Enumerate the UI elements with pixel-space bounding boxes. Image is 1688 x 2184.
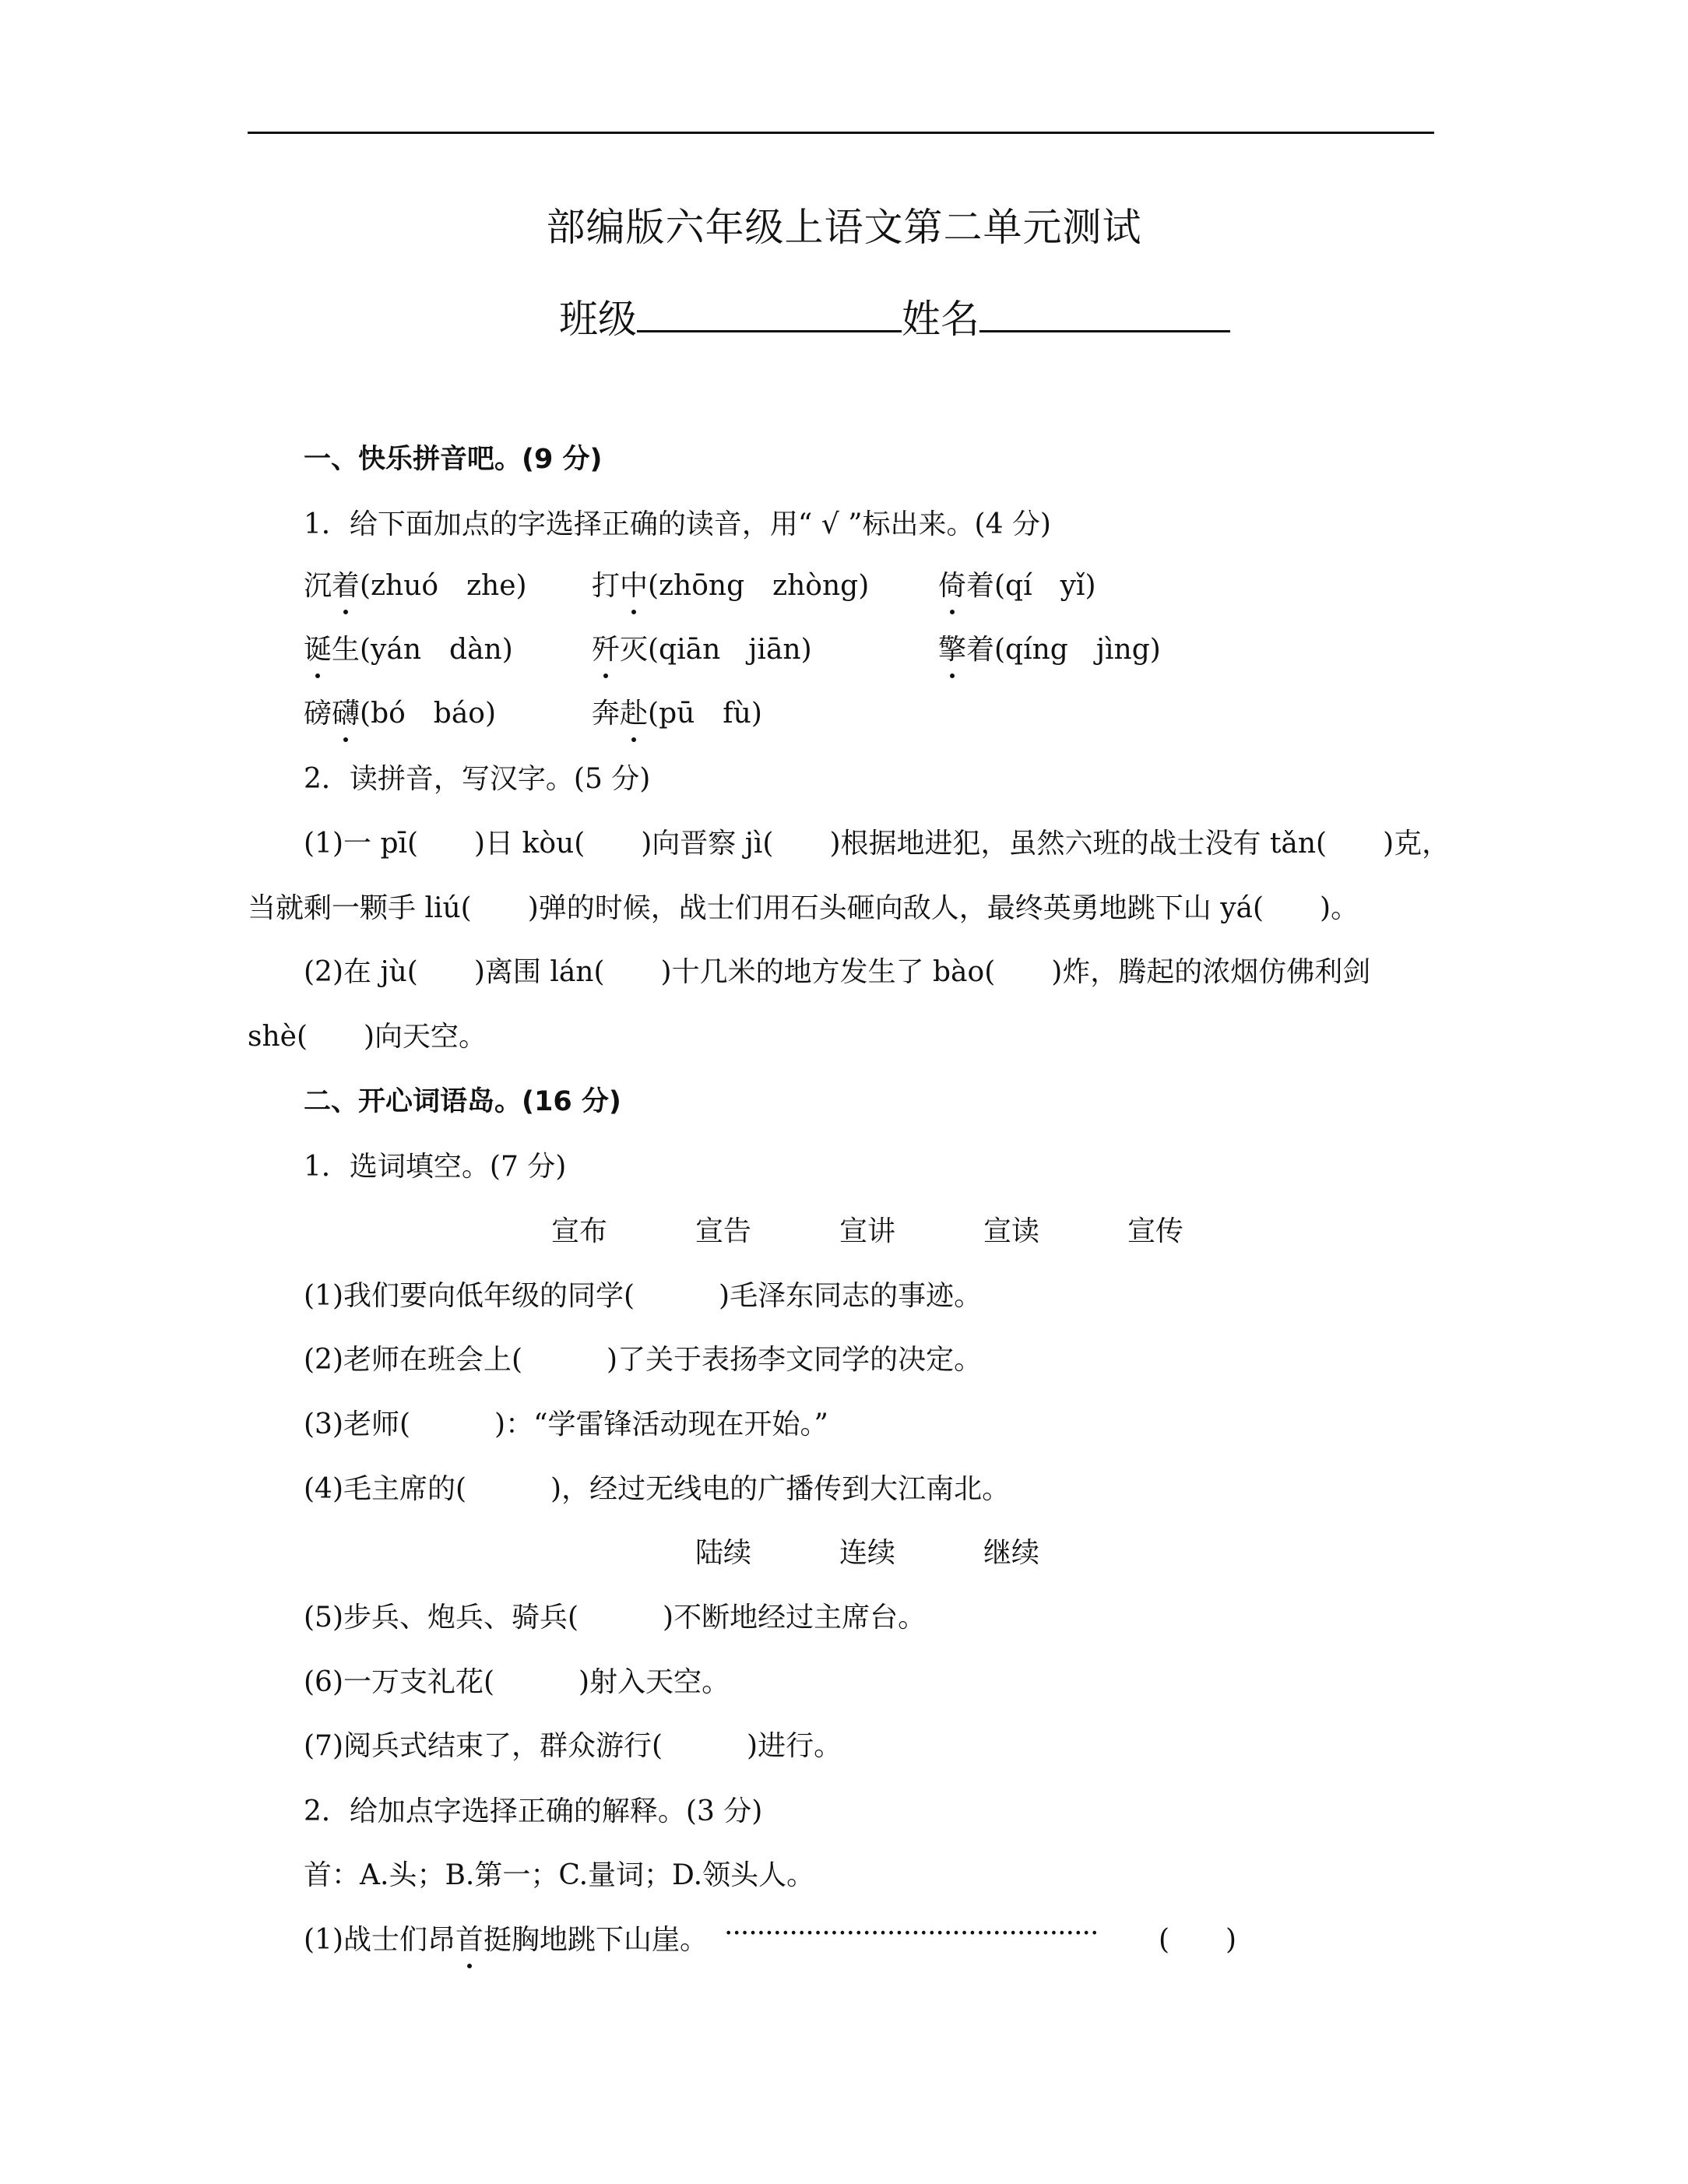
answer-paren[interactable]: ( ) <box>1159 1924 1237 1956</box>
pinyin-item: 歼灭(qiān jiān) <box>592 628 812 667</box>
sec1-question2: 2．读拼音，写汉字。(5 分) <box>304 763 651 795</box>
pinyin-item: 沉着(zhuó zhe) <box>304 564 527 603</box>
word-choice: 宣读 <box>983 1215 1040 1247</box>
word-choice: 宣告 <box>695 1215 752 1247</box>
section2-heading: 二、开心词语岛。(16 分) <box>304 1086 621 1117</box>
class-name-line <box>559 288 1230 344</box>
word-choice: 宣传 <box>1127 1215 1184 1247</box>
word-choice: 继续 <box>983 1537 1040 1569</box>
pinyin-item: 打中(zhōng zhòng) <box>592 564 869 603</box>
class-blank[interactable] <box>637 296 902 332</box>
word-choice: 陆续 <box>695 1537 752 1569</box>
page-title: 部编版六年级上语文第二单元测试 <box>546 205 1142 250</box>
paragraph-line: shè( )向天空。 <box>248 1021 487 1053</box>
sec2-question1: 1．选词填空。(7 分) <box>304 1151 567 1183</box>
section1-heading: 一、快乐拼音吧。(9 分) <box>304 444 603 475</box>
sec2-question2: 2．给加点字选择正确的解释。(3 分) <box>304 1795 763 1827</box>
pinyin-item: 擎着(qíng jìng) <box>938 628 1161 667</box>
word-choice: 宣布 <box>551 1215 608 1247</box>
pinyin-item: 诞生(yán dàn) <box>304 628 513 667</box>
fill-sentence: (6)一万支礼花( )射入天空。 <box>304 1666 730 1698</box>
fill-sentence: (2)老师在班会上( )了关于表扬李文同学的决定。 <box>304 1344 983 1376</box>
word-choice: 连续 <box>839 1537 896 1569</box>
paragraph-line: (2)在 jù( )离围 lán( )十几米的地方发生了 bào( )炸，腾起的浓烟仿佛利剑 <box>304 956 1371 988</box>
fill-sentence: (4)毛主席的( )，经过无线电的广播传到大江南北。 <box>304 1473 1011 1505</box>
sec1-question1: 1．给下面加点的字选择正确的读音，用“ √ ”标出来。(4 分) <box>304 508 1051 540</box>
name-blank[interactable] <box>979 296 1230 332</box>
fill-sentence: (5)步兵、炮兵、骑兵( )不断地经过主席台。 <box>304 1602 927 1634</box>
fill-sentence: (3)老师( )：“学雷锋活动现在开始。” <box>304 1409 828 1440</box>
definition-line: 首：A.头；B.第一；C.量词；D.领头人。 <box>304 1859 815 1891</box>
fill-sentence: (1)我们要向低年级的同学( )毛泽东同志的事迹。 <box>304 1280 983 1312</box>
paragraph-line: 当就剩一颗手 liú( )弹的时候，战士们用石头砸向敌人，最终英勇地跳下山 yá( )。 <box>248 892 1359 924</box>
name-label: 姓名 <box>902 297 979 342</box>
explain-item: (1)战士们昂首挺胸地跳下山崖。 <box>304 1918 708 1957</box>
pinyin-item: 奔赴(pū fù) <box>592 691 762 731</box>
dot-leader: ·············································· <box>724 1918 1099 1950</box>
word-choice: 宣讲 <box>839 1215 896 1247</box>
paragraph-line: (1)一 pī( )日 kòu( )向晋察 jì( )根据地进犯，虽然六班的战士没有 tǎn( )克， <box>304 828 1451 860</box>
pinyin-item: 磅礴(bó báo) <box>304 691 496 731</box>
class-label: 班级 <box>559 297 637 342</box>
fill-sentence: (7)阅兵式结束了，群众游行( )进行。 <box>304 1730 842 1762</box>
pinyin-item: 倚着(qí yǐ) <box>938 564 1096 603</box>
top-rule <box>248 132 1434 134</box>
